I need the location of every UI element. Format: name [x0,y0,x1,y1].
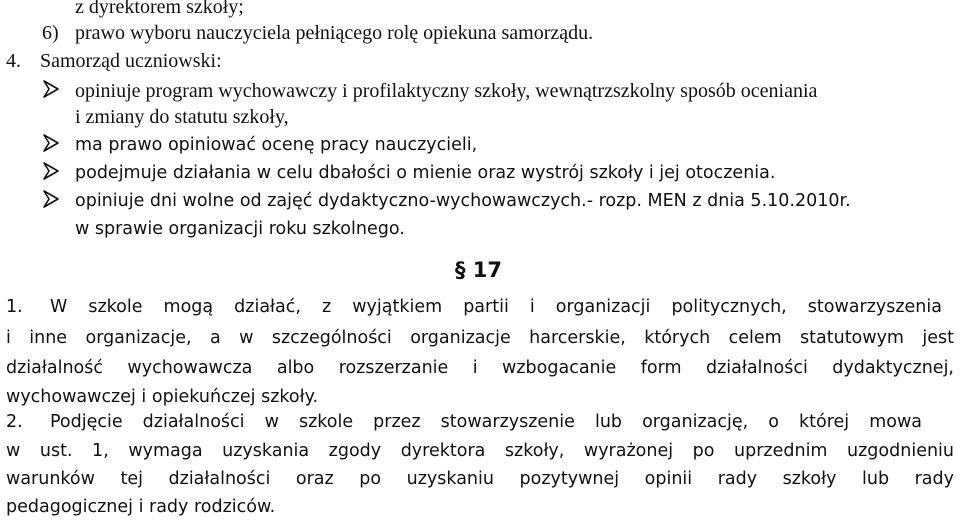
paragraph-number: 1. [6,297,23,317]
arrow-bullet-icon [42,160,60,186]
text-line: z dyrektorem szkoły; [75,0,244,18]
paragraph-line: działalność wychowawcza albo rozszerzanie i wzbogacanie form działalności dydaktycznej, [6,358,954,378]
paragraph-line: w ust. 1, wymaga uzyskania zgody dyrektora szkoły, wyrażonej po uprzednim uzgodnieniu [6,441,954,461]
bullet-text: w sprawie organizacji roku szkolnego. [75,219,405,239]
paragraph-number: 2. [6,412,23,432]
bullet-text: i zmiany do statutu szkoły, [75,106,289,128]
section-heading: § 17 [455,258,503,282]
arrow-bullet-icon [42,188,60,214]
arrow-bullet-icon [42,78,60,104]
paragraph-line: wychowawczej i opiekuńczej szkoły. [6,387,319,407]
bullet-text: ma prawo opiniować ocenę pracy nauczycieli, [75,135,478,155]
list-number: 6) [42,22,59,44]
bullet-text: podejmuje działania w celu dbałości o mienie oraz wystrój szkoły i jej otoczenia. [75,163,776,183]
paragraph-line: W szkole mogą działać, z wyjątkiem partii i organizacji politycznych, stowarzyszenia [50,297,942,317]
paragraph-line: pedagogicznej i rady rodziców. [6,497,276,517]
arrow-bullet-icon [42,132,60,158]
paragraph-line: Podjęcie działalności w szkole przez stowarzyszenie lub organizację, o której mowa [50,412,922,432]
bullet-text: opiniuje program wychowawczy i profilaktyczny szkoły, wewnątrzszkolny sposób oceniania [75,80,818,102]
paragraph-line: i inne organizacje, a w szczególności organizacje harcerskie, których celem statutowym jest [6,328,954,348]
paragraph-line: warunków tej działalności oraz po uzyskaniu pozytywnej opinii rady szkoły lub rady [6,469,954,489]
list-item-text: prawo wyboru nauczyciela pełniącego rolę opiekuna samorządu. [75,22,594,44]
bullet-text: opiniuje dni wolne od zajęć dydaktyczno-wychowawczych.- rozp. MEN z dnia 5.10.2010r. [75,191,851,211]
list-number: 4. [6,50,21,72]
list-item-text: Samorząd uczniowski: [40,50,222,72]
